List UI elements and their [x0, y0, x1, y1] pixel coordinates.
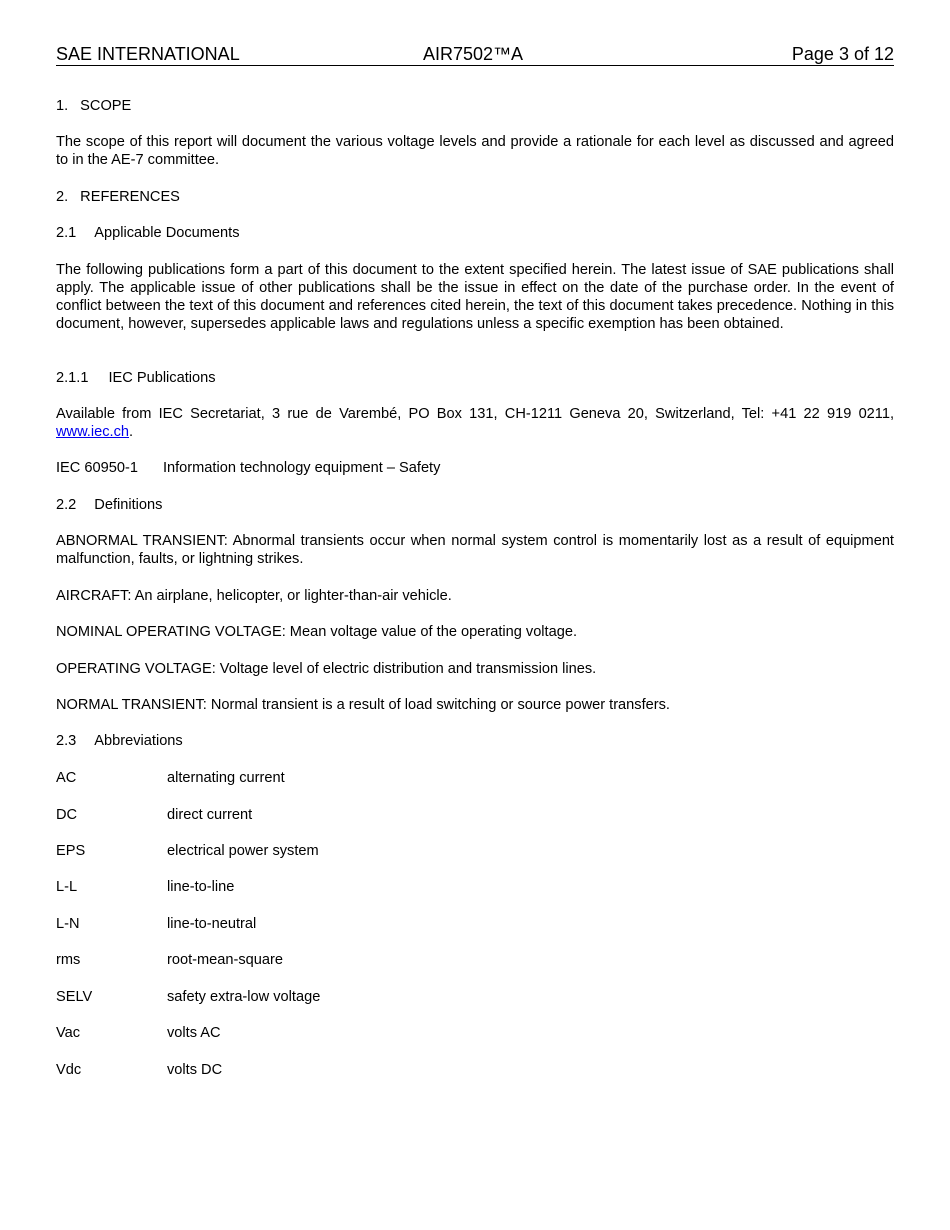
section-number: 2.1.1 — [56, 370, 89, 386]
iec-address-text: Available from IEC Secretariat, 3 rue de Varembé, PO Box 131, CH-1211 Geneva 20, Switzerland, Tel: +41 22 919 0211, — [56, 406, 894, 422]
section-title: Definitions — [94, 497, 163, 513]
abbreviation-definition: safety extra-low voltage — [167, 989, 321, 1005]
section-references-heading — [56, 188, 894, 206]
abbreviation-definition: volts DC — [167, 1062, 223, 1078]
iec-link-suffix: . — [129, 424, 134, 440]
publication-title: Information technology equipment – Safety — [162, 460, 441, 476]
section-title: Abbreviations — [94, 733, 183, 749]
section-applicable-heading — [56, 224, 894, 242]
abbreviation-term: L-N — [56, 916, 80, 932]
definition-item: OPERATING VOLTAGE: Voltage level of electric distribution and transmission lines. — [56, 661, 597, 677]
abbreviation-row — [56, 1024, 894, 1042]
section-number: 1. — [56, 98, 69, 114]
abbreviation-definition: volts AC — [167, 1025, 221, 1041]
abbreviation-term: EPS — [56, 843, 86, 859]
abbreviation-term: rms — [56, 952, 81, 968]
section-iec-heading — [56, 369, 894, 387]
abbreviation-definition: electrical power system — [167, 843, 319, 859]
section-title: SCOPE — [80, 98, 132, 114]
section-number: 2.3 — [56, 733, 77, 749]
iec-paragraph — [56, 405, 894, 441]
definition-item: ABNORMAL TRANSIENT: Abnormal transients occur when normal system control is momentarily lost as a result of equipment malfunction, faults, or lightning strikes. — [56, 533, 894, 567]
scope-paragraph: The scope of this report will document the various voltage levels and provide a rationale for each level as discussed and agreed to in the AE-7 committee. — [56, 134, 894, 168]
section-title: Applicable Documents — [94, 225, 240, 241]
section-title: REFERENCES — [80, 189, 180, 205]
abbreviation-row — [56, 769, 894, 787]
section-abbreviations-heading — [56, 732, 894, 750]
abbreviation-row — [56, 1061, 894, 1079]
abbreviation-row — [56, 915, 894, 933]
section-title: IEC Publications — [108, 370, 216, 386]
definition-item: AIRCRAFT: An airplane, helicopter, or lighter-than-air vehicle. — [56, 588, 452, 604]
definition-item: NOMINAL OPERATING VOLTAGE: Mean voltage value of the operating voltage. — [56, 624, 578, 640]
abbreviation-definition: line-to-line — [167, 879, 235, 895]
abbreviation-row — [56, 988, 894, 1006]
section-number: 2.1 — [56, 225, 77, 241]
section-number: 2.2 — [56, 497, 77, 513]
abbreviation-term: L-L — [56, 879, 78, 895]
section-number: 2. — [56, 189, 69, 205]
abbreviation-row — [56, 878, 894, 896]
abbreviation-term: Vdc — [56, 1062, 82, 1078]
abbreviation-term: DC — [56, 807, 78, 823]
abbreviation-row — [56, 951, 894, 969]
page-header — [56, 43, 894, 66]
abbreviation-definition: direct current — [167, 807, 253, 823]
abbreviation-term: Vac — [56, 1025, 81, 1041]
header-doc-id: AIR7502™A — [423, 44, 524, 64]
iec-website-link[interactable]: www.iec.ch — [56, 424, 129, 440]
section-definitions-heading — [56, 496, 894, 514]
publication-id: IEC 60950-1 — [56, 460, 138, 476]
header-page-number: Page 3 of 12 — [791, 44, 894, 64]
definition-item: NORMAL TRANSIENT: Normal transient is a result of load switching or source power transfers. — [56, 697, 670, 713]
abbreviation-row — [56, 842, 894, 860]
section-scope-heading — [56, 97, 894, 115]
header-org: SAE INTERNATIONAL — [56, 44, 240, 64]
abbreviation-definition: root-mean-square — [167, 952, 283, 968]
abbreviation-definition: alternating current — [167, 770, 285, 786]
abbreviation-term: SELV — [56, 989, 93, 1005]
abbreviation-row — [56, 806, 894, 824]
iec-publication-entry — [56, 459, 894, 477]
applicable-paragraph: The following publications form a part of this document to the extent specified herein. The latest issue of SAE publications shall apply. The applicable issue of other publications shall be the issue in effect on the date of the purchase order. In the event of conflict between the text of this document and references cited herein, the text of this document takes precedence. Nothing in this document, however, supersedes applicable laws and regulations unless a specific exemption has been obtained. — [56, 262, 894, 332]
abbreviation-term: AC — [56, 770, 77, 786]
abbreviation-definition: line-to-neutral — [167, 916, 257, 932]
